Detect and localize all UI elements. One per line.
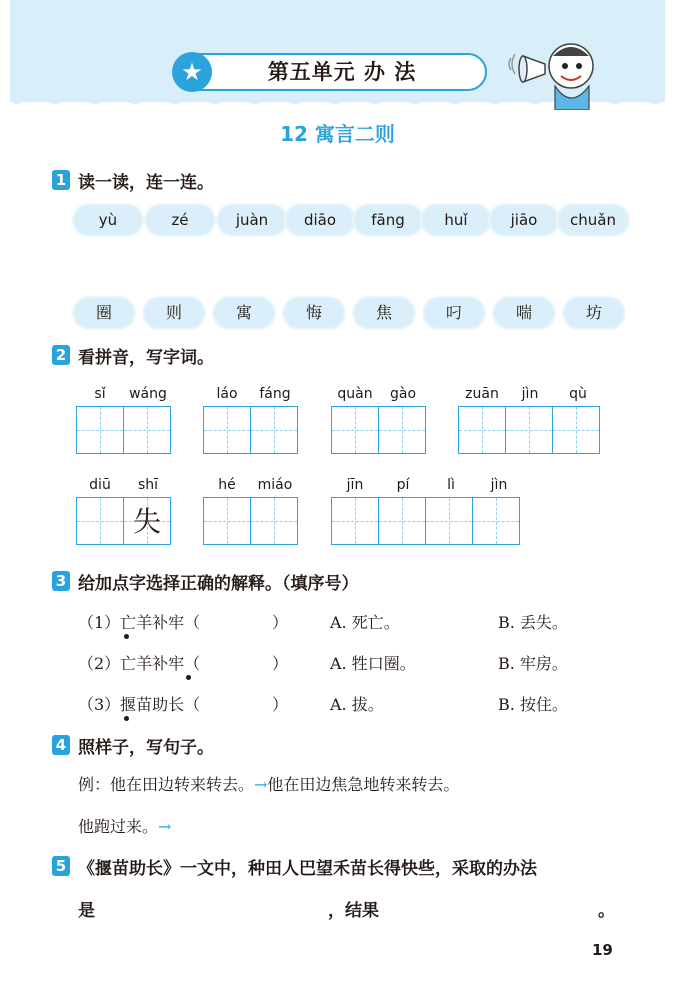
writing-grid-cell[interactable] (123, 406, 171, 454)
pinyin-label: qù (569, 386, 587, 402)
writing-grid-cell[interactable] (250, 497, 298, 545)
q1-prompt: 读一读，连一连。 (78, 173, 214, 193)
q4-example (78, 772, 459, 795)
pinyin-label: lì (447, 477, 455, 493)
option-b: B. 丢失。 (498, 613, 568, 632)
pinyin-label: jìn (490, 477, 508, 493)
emphasis-dot (124, 634, 129, 639)
char-cloud-text: 寓 (235, 303, 252, 322)
writing-grid-cell[interactable] (331, 497, 379, 545)
q5-line2-start: 是 (78, 901, 95, 921)
writing-grid-cell[interactable] (203, 406, 251, 454)
answer-blank-close[interactable]: ） (272, 654, 289, 673)
option-b: B. 按住。 (498, 695, 568, 714)
example-sentence: 例：他在田边转来转去。 (78, 775, 255, 794)
pinyin-cloud-text: huǐ (444, 211, 468, 229)
option-b: B. 牢房。 (498, 654, 568, 673)
arrow-right-icon: → (158, 817, 172, 836)
char-cloud-text: 则 (165, 303, 182, 322)
writing-grid-cell[interactable] (331, 406, 379, 454)
pinyin-label: fáng (259, 386, 291, 402)
writing-grid-cell[interactable] (76, 497, 124, 545)
emphasis-dot (186, 675, 191, 680)
pinyin-cloud-text: yù (98, 211, 118, 229)
writing-grid-cell[interactable] (203, 497, 251, 545)
q4-task (78, 814, 171, 837)
q2-number: 2 (52, 345, 70, 365)
q4-prompt: 照样子，写句子。 (78, 738, 214, 758)
pinyin-cloud-text: juàn (235, 211, 269, 229)
answer-blank-result[interactable] (395, 918, 595, 919)
writing-grid-cell[interactable] (552, 406, 600, 454)
star-icon: ★ (181, 58, 203, 86)
answer-blank-close[interactable]: ） (272, 613, 289, 632)
pinyin-cloud-text: chuǎn (570, 211, 616, 229)
answer-blank-method[interactable] (100, 918, 325, 919)
option-a: A. 拔。 (330, 695, 384, 714)
q2-prompt: 看拼音，写字词。 (78, 348, 214, 368)
char-cloud-text: 圈 (95, 303, 112, 322)
writing-grid-cell[interactable] (472, 497, 520, 545)
pinyin-label: gào (389, 386, 417, 402)
writing-grid-cell[interactable] (378, 406, 426, 454)
q3-number: 3 (52, 571, 70, 591)
q3-prompt: 给加点字选择正确的解释。（填序号） (78, 574, 359, 594)
unit-title: 第五单元 办 法 (267, 60, 417, 84)
pinyin-label: sǐ (94, 386, 106, 402)
pinyin-label: miáo (257, 477, 293, 493)
q3-item-label: （2）亡羊补牢（ (78, 654, 201, 673)
writing-grid-cell[interactable] (458, 406, 506, 454)
q3-item-label: （1）亡羊补牢（ (78, 613, 201, 632)
pinyin-label: quàn (337, 386, 373, 402)
pinyin-label: hé (218, 477, 236, 493)
pinyin-label: jīn (346, 477, 364, 493)
pinyin-label: wáng (129, 386, 167, 402)
task-sentence: 他跑过来。 (78, 817, 159, 836)
pinyin-label: pí (396, 477, 410, 493)
q4-number: 4 (52, 735, 70, 755)
char-cloud-text: 坊 (585, 303, 602, 322)
prefilled-char: 失 (132, 505, 161, 538)
lesson-title: 12 寓言二则 (280, 122, 395, 146)
writing-grid-cell[interactable] (123, 497, 171, 545)
page-number: 19 (592, 941, 613, 959)
pinyin-cloud-text: zé (171, 211, 189, 229)
char-cloud-text: 焦 (375, 303, 392, 322)
pinyin-label: shī (137, 477, 159, 493)
writing-grid-cell[interactable] (505, 406, 553, 454)
pinyin-label: jìn (521, 386, 539, 402)
char-cloud-text: 喘 (515, 303, 532, 322)
writing-grid-cell[interactable] (250, 406, 298, 454)
option-a: A. 牲口圈。 (330, 654, 416, 673)
pinyin-label: láo (216, 386, 238, 402)
mascot-with-megaphone-icon (505, 40, 605, 110)
arrow-right-icon: → (254, 775, 268, 794)
emphasis-dot (124, 716, 129, 721)
q5-line1: 《揠苗助长》一文中，种田人巴望禾苗长得快些，采取的办法 (78, 859, 537, 879)
pinyin-cloud-text: diāo (303, 211, 337, 229)
pinyin-cloud-text: jiāo (510, 211, 538, 229)
q5-line2-end: 。 (598, 901, 615, 921)
writing-grid-cell[interactable] (425, 497, 473, 545)
example-result: 他在田边焦急地转来转去。 (267, 775, 460, 794)
q5-line2-mid: ，结果 (328, 901, 379, 921)
writing-grid-cell[interactable] (378, 497, 426, 545)
pinyin-label: zuān (465, 386, 499, 402)
pinyin-label: diū (89, 477, 111, 493)
writing-grid-cell[interactable] (76, 406, 124, 454)
option-a: A. 死亡。 (330, 613, 400, 632)
q5-number: 5 (52, 856, 70, 876)
answer-blank-close[interactable]: ） (272, 695, 289, 714)
q3-item-label: （3）揠苗助长（ (78, 695, 201, 714)
q1-number: 1 (52, 170, 70, 190)
char-cloud-text: 悔 (305, 303, 322, 322)
star-badge (172, 52, 212, 92)
pinyin-cloud-text: fāng (371, 211, 405, 229)
char-cloud-text: 叼 (445, 303, 462, 322)
